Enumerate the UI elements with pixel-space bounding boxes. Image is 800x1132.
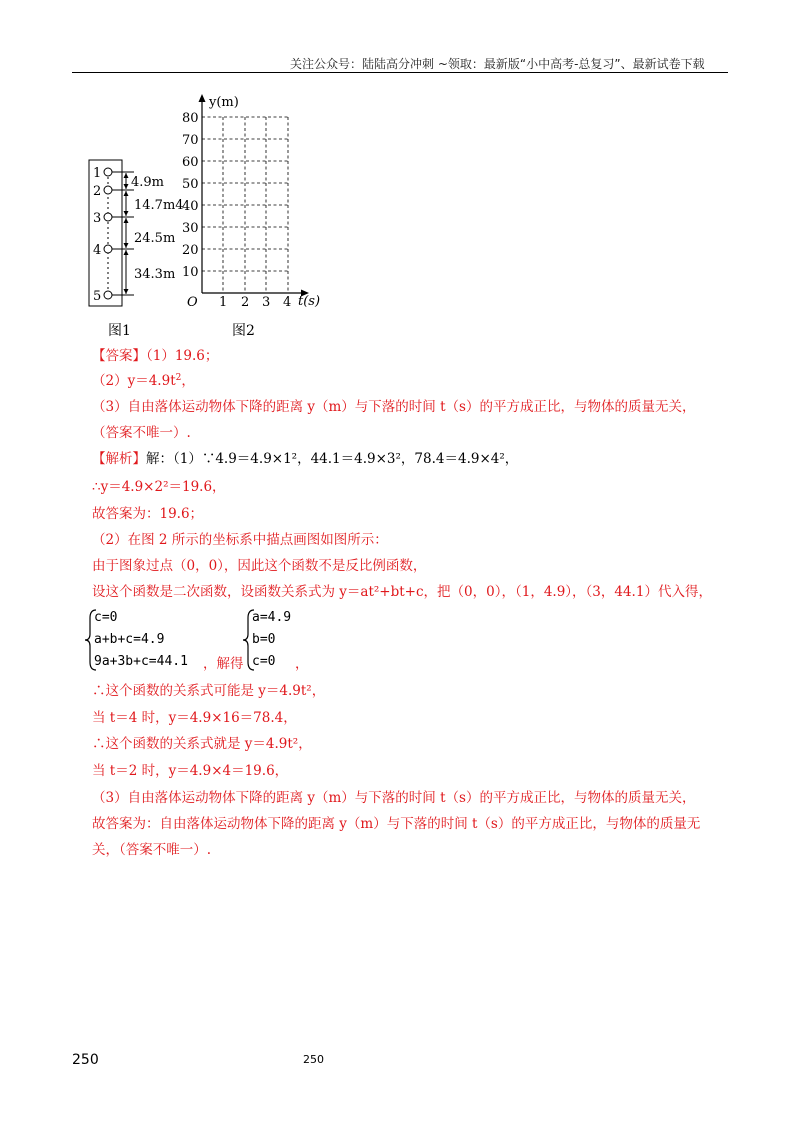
- y-tick-40: 40: [182, 199, 199, 214]
- solution-c: c=0: [252, 654, 276, 669]
- header-rule: [72, 72, 728, 73]
- y-tick-50: 50: [182, 177, 199, 192]
- ball-2: [104, 186, 112, 194]
- distance-4-5: 34.3m: [134, 267, 176, 282]
- y-tick-80: 80: [182, 111, 199, 126]
- equation-3: 9a+3b+c=44.1: [94, 654, 188, 669]
- y-tick-60: 60: [182, 155, 199, 170]
- y-tick-70: 70: [182, 133, 199, 148]
- answer-line-2: [92, 372, 195, 390]
- figure2-caption: 图2: [232, 323, 255, 339]
- analysis-line-13: 关，（答案不唯一）.: [92, 842, 212, 858]
- analysis-line-6: 设这个函数是二次函数，设函数关系式为 y＝at²+bt+c，把（0，0），（1，4.9），（3，44.1）代入得，: [92, 584, 712, 600]
- answer-part-1: （1）19.6；: [146, 348, 219, 364]
- point-label-3: 3: [93, 211, 102, 226]
- analysis-line-8: 当 t＝4 时，y＝4.9×16＝78.4，: [92, 710, 297, 726]
- x-axis-label: t(s): [298, 294, 321, 309]
- superscript-2: 2: [175, 373, 182, 383]
- page-number-center: 250: [303, 1053, 324, 1066]
- x-tick-4: 4: [283, 295, 292, 310]
- analysis-line-7: ∴这个函数的关系式可能是 y＝4.9t²，: [92, 683, 326, 699]
- figure2-graph: [182, 94, 320, 310]
- ball-1: [104, 168, 112, 176]
- analysis-line-5: 由于图象过点（0，0），因此这个函数不是反比例函数，: [92, 558, 427, 574]
- x-tick-3: 3: [262, 295, 271, 310]
- ball-4: [104, 245, 112, 253]
- solve-word: ，解得: [203, 656, 244, 672]
- origin-label: O: [187, 295, 198, 310]
- system-end: ，: [295, 656, 309, 672]
- figure1-frame: [89, 160, 122, 306]
- figures: [0, 90, 400, 320]
- analysis-line-12: 故答案为：自由落体运动物体下降的距离 y（m）与下落的时间 t（s）的平方成正比，与物体的质量无: [92, 816, 701, 832]
- equation-system-left: [94, 607, 188, 673]
- y-tick-30: 30: [182, 221, 199, 236]
- distance-1-2: 4.9m: [131, 175, 165, 190]
- y-tick-10: 10: [182, 265, 199, 280]
- ball-3: [104, 213, 112, 221]
- answer-part-3-line-1: （3）自由落体运动物体下降的距离 y（m）与下落的时间 t（s）的平方成正比，与物体的质量无关，: [92, 399, 696, 415]
- figure1-diagram: [89, 160, 184, 306]
- analysis-line-2: ∴y＝4.9×2²＝19.6，: [92, 479, 226, 495]
- ball-5: [104, 291, 112, 299]
- x-tick-1: 1: [219, 295, 228, 310]
- analysis-line-9: ∴这个函数的关系式就是 y＝4.9t²，: [92, 736, 312, 752]
- y-axis-label: y(m): [209, 95, 239, 110]
- analysis-line-11: （3）自由落体运动物体下降的距离 y（m）与下落的时间 t（s）的平方成正比，与物体的质量无关，: [92, 790, 696, 806]
- distance-2-3: 14.7m4: [134, 198, 184, 213]
- y-tick-20: 20: [182, 243, 199, 258]
- point-label-2: 2: [93, 184, 102, 199]
- equation-2: a+b+c=4.9: [94, 632, 165, 647]
- grid: [202, 117, 288, 293]
- equation-1: c=0: [94, 610, 118, 625]
- answer-part-2-prefix: （2）: [92, 373, 128, 389]
- analysis-line-4: （2）在图 2 所示的坐标系中描点画图如图所示：: [92, 532, 388, 548]
- analysis-line-10: 当 t＝2 时，y＝4.9×4＝19.6，: [92, 763, 289, 779]
- solution-b: b=0: [252, 632, 276, 647]
- header-text: 关注公众号：陆陆高分冲刺 ~领取：最新版“小中高考-总复习”、最新试卷下载: [290, 57, 705, 71]
- solution-a: a=4.9: [252, 610, 292, 625]
- analysis-line-3: 故答案为：19.6；: [92, 506, 204, 522]
- answer-part-2-formula: y＝4.9t: [127, 373, 176, 389]
- answer-line-1: [92, 347, 218, 365]
- analysis-tag: 【解析】: [92, 451, 146, 467]
- x-tick-2: 2: [241, 295, 250, 310]
- answer-tag: 【答案】: [92, 348, 146, 364]
- analysis-text-1: 解：（1）∵4.9＝4.9×1²，44.1＝4.9×3²，78.4＝4.9×4²，: [146, 451, 519, 467]
- point-label-1: 1: [93, 166, 102, 181]
- page-number-left: 250: [72, 1052, 99, 1068]
- point-label-5: 5: [93, 289, 102, 304]
- figure1-caption: 图1: [108, 323, 131, 339]
- point-label-4: 4: [93, 243, 102, 258]
- analysis-line-1: [92, 450, 518, 468]
- answer-part-3-line-2: （答案不唯一）.: [92, 425, 191, 441]
- equation-system-right: [252, 607, 291, 673]
- answer-part-2-end: ，: [181, 373, 195, 389]
- distance-3-4: 24.5m: [134, 231, 176, 246]
